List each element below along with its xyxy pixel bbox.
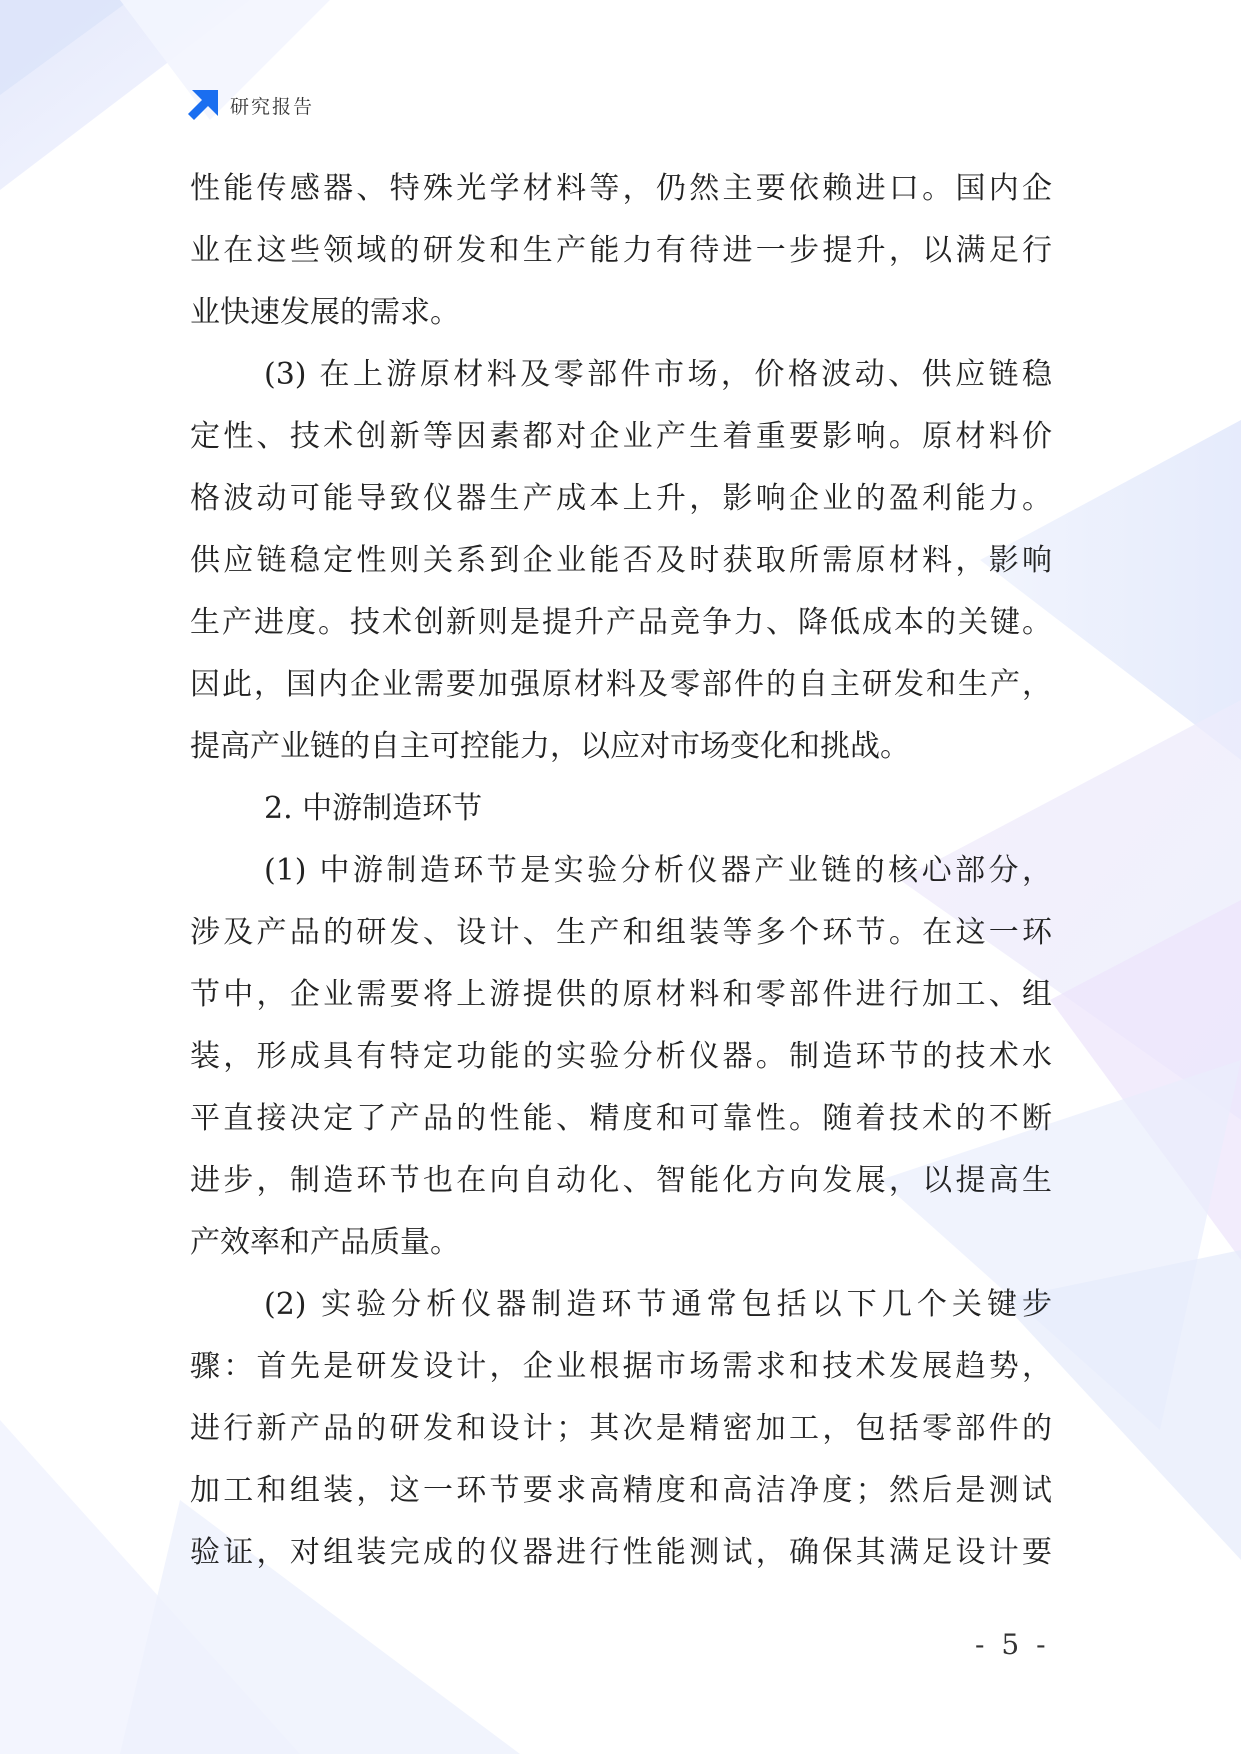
text-line: 涉及产品的研发、设计、生产和组装等多个环节。在这一环 (190, 915, 1052, 950)
page-number: - 5 - (975, 1628, 1050, 1661)
text-line: 业在这些领域的研发和生产能力有待进一步提升，以满足行 (190, 233, 1052, 268)
report-header (186, 88, 314, 122)
text-line: 性能传感器、特殊光学材料等，仍然主要依赖进口。国内企 (190, 171, 1052, 206)
text-line: (3) 在上游原材料及零部件市场，价格波动、供应链稳 (264, 357, 1052, 392)
text-line: 格波动可能导致仪器生产成本上升，影响企业的盈利能力。 (190, 481, 1052, 516)
text-line: 定性、技术创新等因素都对企业产生着重要影响。原材料价 (190, 419, 1052, 454)
text-line: 业快速发展的需求。 (190, 295, 460, 330)
text-line: 进行新产品的研发和设计；其次是精密加工，包括零部件的 (190, 1411, 1052, 1446)
text-line: 节中，企业需要将上游提供的原材料和零部件进行加工、组 (190, 977, 1052, 1012)
text-line: 验证，对组装完成的仪器进行性能测试，确保其满足设计要 (190, 1535, 1052, 1570)
text-line: 生产进度。技术创新则是提升产品竞争力、降低成本的关键。 (190, 605, 1052, 640)
text-line: 骤：首先是研发设计，企业根据市场需求和技术发展趋势， (190, 1349, 1052, 1384)
section-heading: 2. 中游制造环节 (264, 791, 483, 826)
text-line: 产效率和产品质量。 (190, 1225, 460, 1260)
text-line: (1) 中游制造环节是实验分析仪器产业链的核心部分， (264, 853, 1052, 888)
text-line: 加工和组装，这一环节要求高精度和高洁净度；然后是测试 (190, 1473, 1052, 1508)
arrow-up-right-icon (186, 88, 220, 122)
text-line: 进步，制造环节也在向自动化、智能化方向发展，以提高生 (190, 1163, 1052, 1198)
text-line: 提高产业链的自主可控能力，以应对市场变化和挑战。 (190, 729, 910, 764)
text-line: 装，形成具有特定功能的实验分析仪器。制造环节的技术水 (190, 1039, 1052, 1074)
text-line: (2) 实验分析仪器制造环节通常包括以下几个关键步 (264, 1287, 1052, 1322)
document-body (190, 158, 1052, 1584)
text-line: 供应链稳定性则关系到企业能否及时获取所需原材料，影响 (190, 543, 1052, 578)
report-title: 研究报告 (230, 95, 315, 118)
text-line: 因此，国内企业需要加强原材料及零部件的自主研发和生产， (190, 667, 1052, 702)
text-line: 平直接决定了产品的性能、精度和可靠性。随着技术的不断 (190, 1101, 1052, 1136)
